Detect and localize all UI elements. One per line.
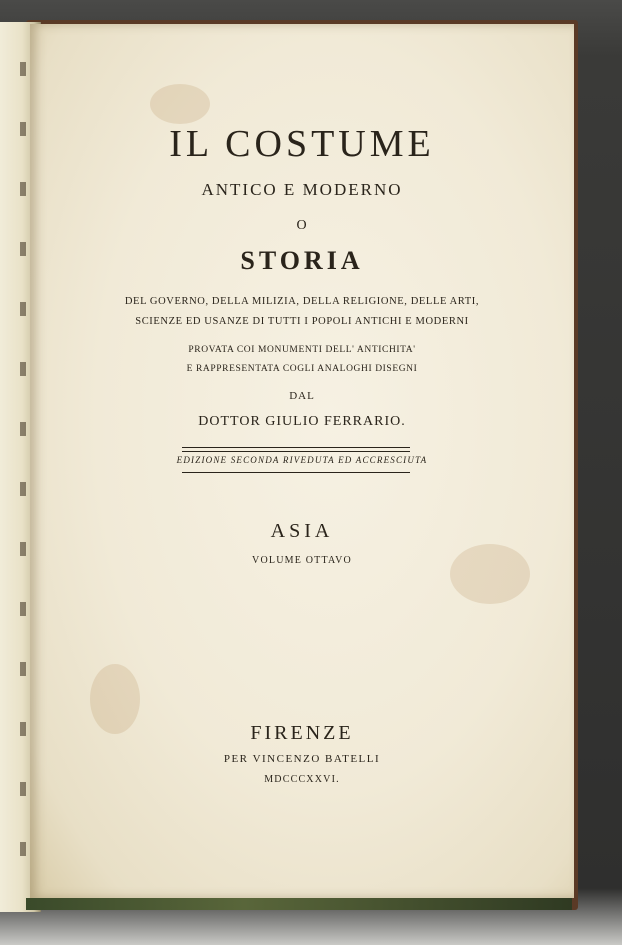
description-line-1: DEL GOVERNO, DELLA MILIZIA, DELLA RELIGIONE, DELLE ARTI, [124,296,480,307]
title-connector: O [296,218,308,233]
author-name: DOTTOR GIULIO FERRARIO. [198,414,406,429]
edition-rule-bottom [182,472,410,473]
edition-note: EDIZIONE SECONDA RIVEDUTA ED ACCRESCIUTA [176,455,428,465]
imprint-city: FIRENZE [250,722,354,744]
imprint-year: MDCCCXXVI. [264,774,340,785]
volume-region: ASIA [270,520,334,542]
description-line-2: SCIENZE ED USANZE DI TUTTI I POPOLI ANTICHI E MODERNI [135,316,469,327]
storia-heading: STORIA [240,246,364,275]
by-label: DAL [289,390,315,402]
edition-rule-top [182,447,410,452]
volume-number: VOLUME OTTAVO [252,555,352,566]
proof-line-1: PROVATA COI MONUMENTI DELL' ANTICHITA' [188,345,416,355]
book-title: IL COSTUME [169,123,435,165]
foxing-stain [450,544,530,604]
book-subtitle: ANTICO E MODERNO [201,180,403,199]
foxing-stain [150,84,210,124]
marbled-edge [26,898,572,910]
proof-line-2: E RAPPRESENTATA COGLI ANALOGHI DISEGNI [186,364,418,374]
title-page [30,24,574,898]
imprint-publisher: PER VINCENZO BATELLI [223,753,381,765]
spine-binding-marks [20,62,26,882]
